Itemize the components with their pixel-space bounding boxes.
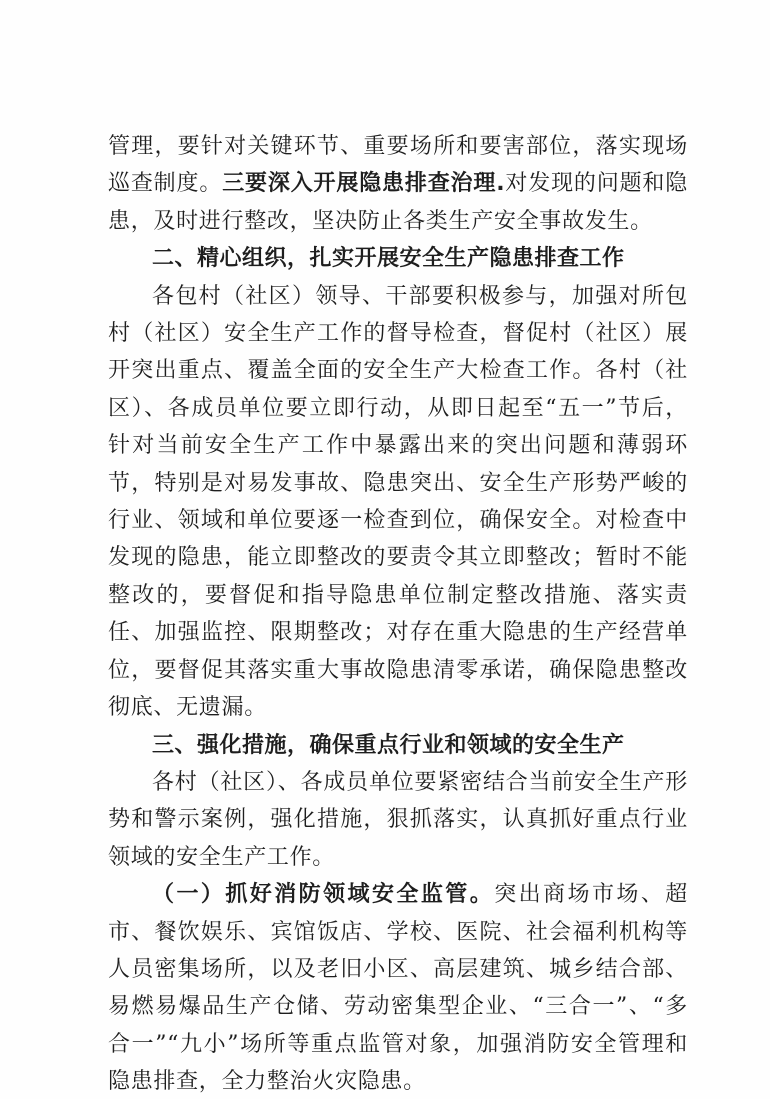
emphasis-text: 三要深入开展隐患排查治理. [222, 171, 506, 197]
section-heading-2: 二、精心组织，扎实开展安全生产隐患排查工作 [152, 246, 625, 272]
paragraph-text: 突出商场市场、超市、餐饮娱乐、宾馆饭店、学校、医院、社会福利机构等人员密集场所，以及老旧小区、高层建筑、城乡结合部、易燃易爆品生产仓储、劳动密集型企业、“三合一”、“多合一”“九小”场所等重点监管对象，加强消防安全管理和隐患排查，全力整治火灾隐患。 [108, 882, 688, 1095]
paragraph-text: 对发现的问题和隐患，及时进行整改，坚决防止各类生产安全事故发生。 [108, 171, 688, 234]
paragraph-measures: 各村（社区）、各成员单位要紧密结合当前安全生产形势和警示案例，强化措施，狠抓落实，认真抓好重点行业领域的安全生产工作。 [108, 769, 688, 870]
paragraph-inspection: 各包村（社区）领导、干部要积极参与，加强对所包村（社区）安全生产工作的督导检查，督促村（社区）展开突出重点、覆盖全面的安全生产大检查工作。各村（社区）、各成员单位要立即行动，从即日起至“五一”节后，针对当前安全生产工作中暴露出来的突出问题和薄弱环节，特别是对易发事故、隐患突出、安全生产形势严峻的行业、领域和单位要逐一检查到位，确保安全。对检查中发现的隐患，能立即整改的要责令其立即整改；暂时不能整改的，要督促和指导隐患单位制定整改措施、落实责任、加强监控、限期整改；对存在重大隐患的生产经营单位，要督促其落实重大事故隐患清零承诺，确保隐患整改彻底、无遗漏。 [108, 283, 688, 721]
paragraph-text: 管理，要针对关键环节、重要场所和要害部位，落实现场巡查制度。 [108, 134, 688, 197]
paragraph-fire-safety [108, 876, 688, 1100]
paragraph-continuation [108, 128, 688, 240]
document-body [108, 128, 688, 1101]
section-heading-3: 三、强化措施，确保重点行业和领域的安全生产 [152, 732, 625, 758]
subsection-heading: （一）抓好消防领域安全监管。 [152, 882, 495, 908]
